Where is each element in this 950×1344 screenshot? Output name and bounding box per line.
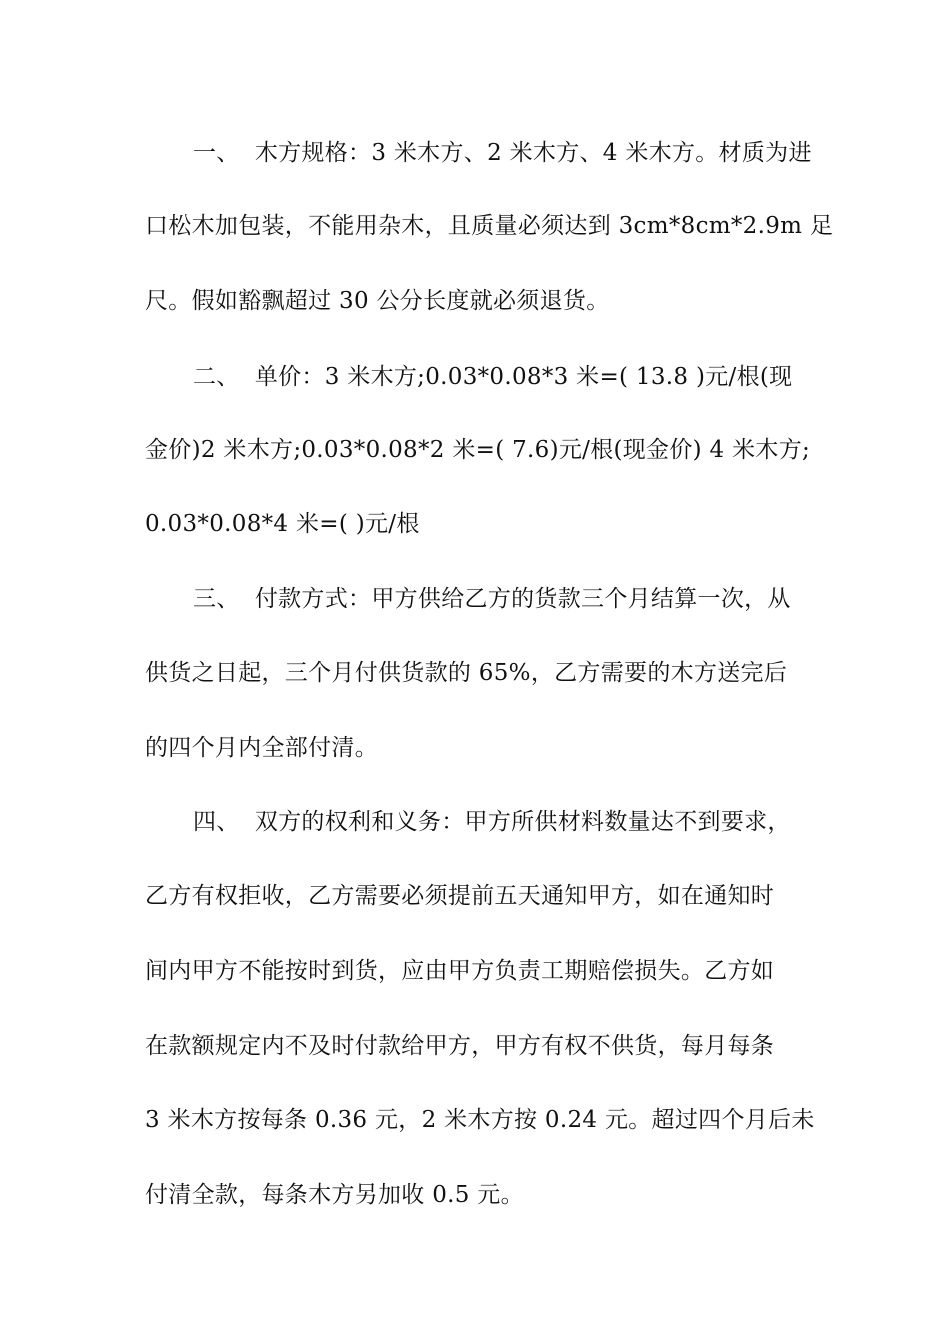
section-4-line-2: 乙方有权拒收，乙方需要必须提前五天通知甲方，如在通知时 (145, 883, 775, 909)
section-2-line-1: 二、 单价：3 米木方;0.03*0.08*3 米=( 13.8 )元/根(现 (193, 364, 793, 390)
section-1-line-1: 一、 木方规格：3 米木方、2 米木方、4 米木方。材质为进 (193, 140, 812, 166)
section-4-line-3: 间内甲方不能按时到货，应由甲方负责工期赔偿损失。乙方如 (145, 958, 775, 984)
section-4-line-4: 在款额规定内不及时付款给甲方，甲方有权不供货，每月每条 (145, 1033, 775, 1059)
section-2-line-2: 金价)2 米木方;0.03*0.08*2 米=( 7.6)元/根(现金价) 4 米木方; (145, 437, 811, 463)
section-2-line-3: 0.03*0.08*4 米=( )元/根 (145, 511, 420, 537)
section-1-line-2: 口松木加包装，不能用杂木，且质量必须达到 3cm*8cm*2.9m 足 (145, 213, 834, 239)
section-3-line-1: 三、 付款方式：甲方供给乙方的货款三个月结算一次，从 (193, 586, 791, 612)
section-4-line-6: 付清全款，每条木方另加收 0.5 元。 (145, 1182, 524, 1208)
section-4-line-5: 3 米木方按每条 0.36 元，2 米木方按 0.24 元。超过四个月后未 (145, 1107, 815, 1133)
section-4-line-1: 四、 双方的权利和义务：甲方所供材料数量达不到要求， (193, 809, 791, 835)
section-3-line-2: 供货之日起，三个月付供货款的 65%，乙方需要的木方送完后 (145, 660, 788, 686)
section-3-line-3: 的四个月内全部付清。 (145, 735, 378, 761)
section-1-line-3: 尺。假如豁飘超过 30 公分长度就必须退货。 (145, 288, 610, 314)
